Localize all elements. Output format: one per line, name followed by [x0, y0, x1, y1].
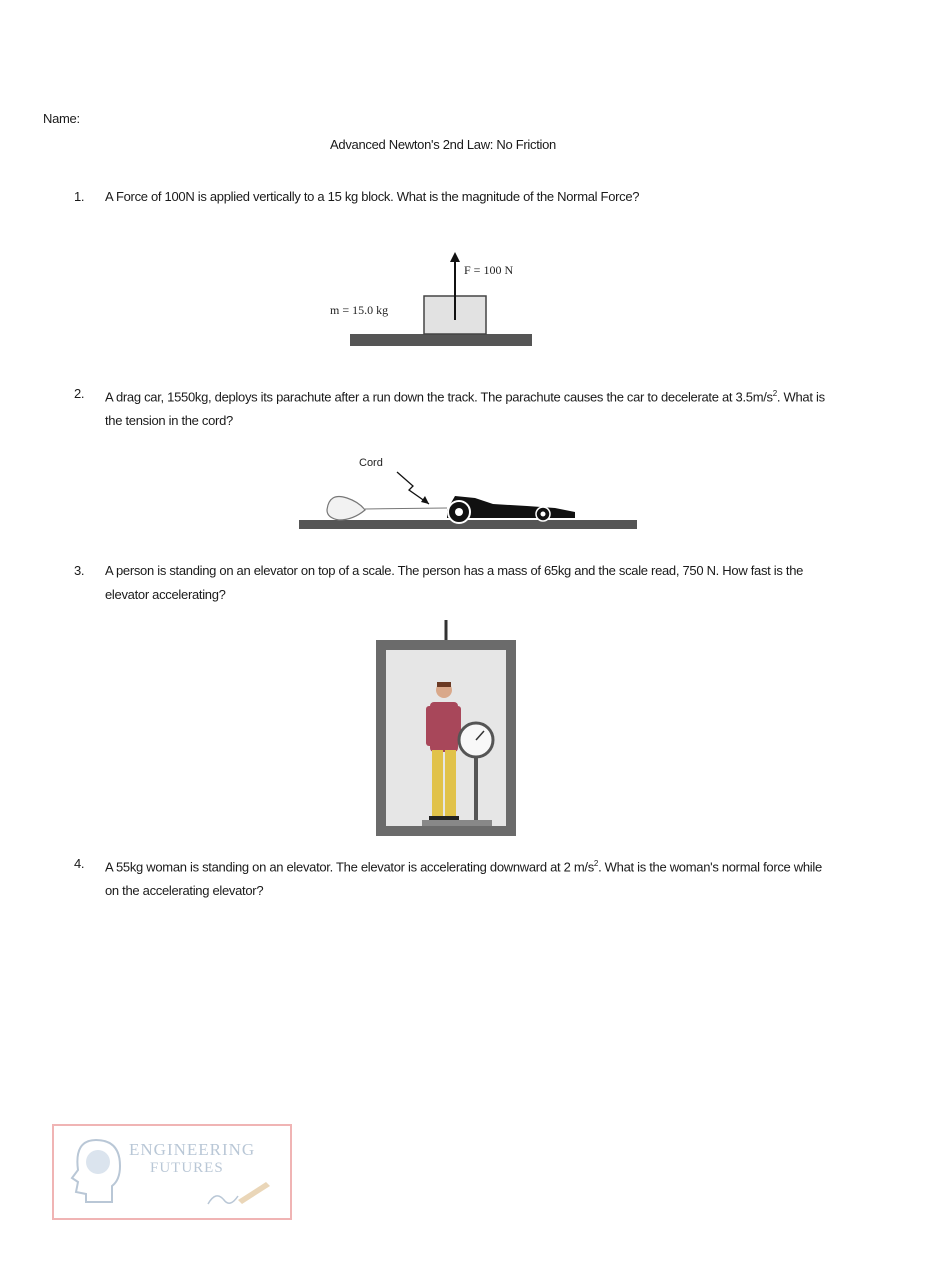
person-pants — [432, 750, 443, 818]
cord-label: Cord — [359, 457, 383, 469]
force-label: F = 100 N — [464, 263, 514, 277]
track-surface — [299, 520, 637, 529]
question-number: 2. — [74, 386, 85, 401]
question-2 — [74, 382, 834, 433]
question-1 — [74, 185, 834, 209]
question-number: 4. — [74, 856, 85, 871]
question-text: A person is standing on an elevator on top of a scale. The person has a mass of 65kg and the scale read, 750 N. How fast is the elevator accelerating? — [105, 563, 804, 602]
engineering-futures-logo — [52, 1124, 292, 1220]
pen-signature-icon — [204, 1176, 274, 1212]
head-profile-icon — [68, 1136, 124, 1208]
question-number: 3. — [74, 563, 85, 578]
worksheet-title: Advanced Newton's 2nd Law: No Friction — [330, 137, 556, 152]
logo-text-line2: FUTURES — [150, 1160, 224, 1176]
mass-label: m = 15.0 kg — [330, 303, 389, 317]
logo-text-line1: ENGINEERING — [129, 1140, 256, 1159]
drag-car-diagram — [297, 452, 639, 536]
question-text: A drag car, 1550kg, deploys its parachute after a run down the track. The parachute causes the car to decelerate at $3.5m/s^2$. What is the tension in the cord? — [105, 389, 825, 429]
parachute-icon — [327, 497, 365, 521]
force-arrow-head — [450, 252, 460, 262]
question-3 — [74, 559, 834, 607]
question-number: 1. — [74, 189, 85, 204]
scale-platform — [422, 820, 492, 826]
elevator-scale-diagram — [366, 614, 526, 840]
ground-surface — [350, 334, 532, 346]
question-text: A Force of 100N is applied vertically to a 15 kg block. What is the magnitude of the Normal Force? — [105, 189, 640, 204]
cord-line — [365, 508, 447, 509]
question-4 — [74, 852, 834, 903]
person-shirt — [430, 702, 458, 752]
name-label: Name: — [43, 111, 80, 126]
question-text: A 55kg woman is standing on an elevator. The elevator is accelerating downward at 2 $m/s^2$. What is the woman's normal force while on the accelerating elevator? — [105, 859, 822, 899]
block-force-diagram — [328, 250, 548, 350]
